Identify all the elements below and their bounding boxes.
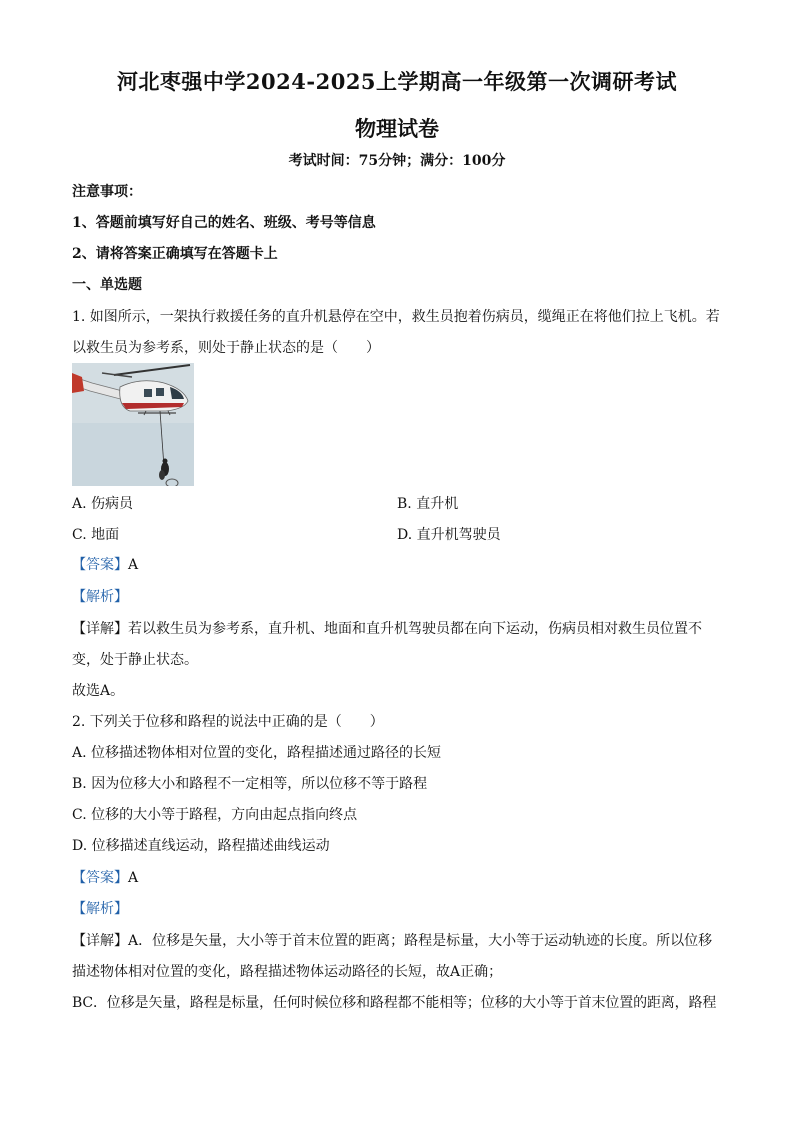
q2-option-b: B. 因为位移大小和路程不一定相等，所以位移不等于路程 <box>72 776 428 792</box>
q1-stem-line2: 以救生员为参考系，则处于静止状态的是（ ） <box>72 340 380 356</box>
q1-detail-text-1: 若以救生员为参考系，直升机、地面和直升机驾驶员都在向下运动，伤病员相对救生员位置不 <box>128 621 702 637</box>
q2-detail-line1 <box>72 931 732 951</box>
q1-detail-line2: 变，处于静止状态。 <box>72 652 198 668</box>
notice-item-1: 1、答题前填写好自己的姓名、班级、考号等信息 <box>72 215 376 231</box>
subject-title: 物理试卷 <box>355 116 439 141</box>
q2-detail-text-1: A．位移是矢量，大小等于首末位置的距离；路程是标量，大小等于运动轨迹的长度。所以位移 <box>128 933 713 949</box>
q1-detail-tag: 【详解】 <box>72 621 128 637</box>
q1-option-c: C. 地面 <box>72 527 120 543</box>
q1-option-d: D. 直升机驾驶员 <box>397 527 501 543</box>
q2-option-c: C. 位移的大小等于路程，方向由起点指向终点 <box>72 807 358 823</box>
q1-answer-value: A <box>128 557 139 573</box>
q1-analysis-tag: 【解析】 <box>72 589 128 605</box>
helicopter-rescue-photo <box>72 363 194 486</box>
notice-item-2: 2、请将答案正确填写在答题卡上 <box>72 246 278 262</box>
q1-stem-line1: 1. 如图所示，一架执行救援任务的直升机悬停在空中，救生员抱着伤病员，缆绳正在将他们拉上飞机。若 <box>72 309 720 325</box>
q2-answer-value: A <box>128 870 139 886</box>
q1-option-a: A. 伤病员 <box>72 496 134 512</box>
q1-detail-line1 <box>72 619 732 639</box>
q1-answer <box>72 555 732 575</box>
q1-conclusion: 故选A。 <box>72 683 125 699</box>
q2-stem: 2. 下列关于位移和路程的说法中正确的是（ ） <box>72 714 384 730</box>
q2-answer <box>72 868 732 888</box>
q1-option-b: B. 直升机 <box>397 496 459 512</box>
q2-detail-line3: BC．位移是矢量，路程是标量，任何时候位移和路程都不能相等；位移的大小等于首末位置的距离，路程 <box>72 995 717 1011</box>
section-title: 一、单选题 <box>72 277 142 293</box>
q2-option-a: A. 位移描述物体相对位置的变化，路程描述通过路径的长短 <box>72 745 442 761</box>
q2-detail-line2: 描述物体相对位置的变化，路程描述物体运动路径的长短，故A正确； <box>72 964 503 980</box>
q2-option-d: D. 位移描述直线运动，路程描述曲线运动 <box>72 838 330 854</box>
exam-info: 考试时间：75分钟；满分：100分 <box>288 153 506 169</box>
q2-analysis-tag: 【解析】 <box>72 901 128 917</box>
q2-detail-tag: 【详解】 <box>72 933 128 949</box>
q2-answer-tag: 【答案】 <box>72 870 128 886</box>
q1-answer-tag: 【答案】 <box>72 557 128 573</box>
exam-title: 河北枣强中学2024-2025上学期高一年级第一次调研考试 <box>116 69 678 94</box>
notice-heading: 注意事项： <box>72 184 142 200</box>
